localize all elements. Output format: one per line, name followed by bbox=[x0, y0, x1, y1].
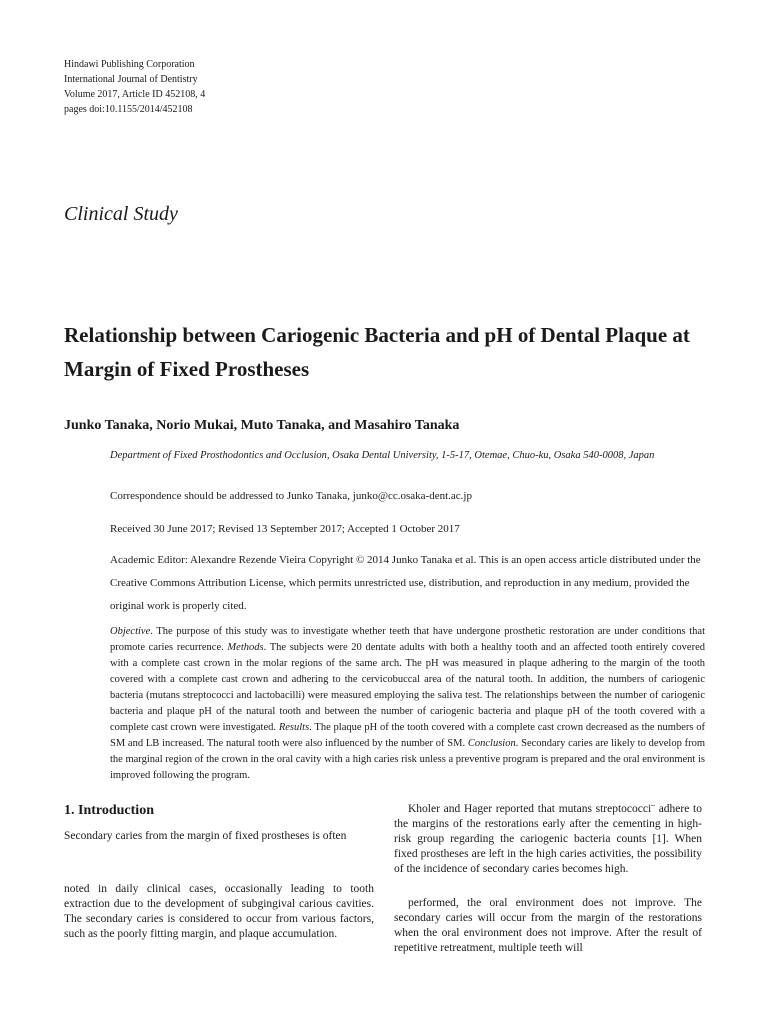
publisher: Hindawi Publishing Corporation bbox=[64, 59, 195, 70]
results-text: . The plaque pH of the tooth covered with a complete cast crown decreased as the numbers of SM and LB increased. The natural tooth were also influenced by the number of SM. bbox=[110, 722, 705, 749]
conclusion-label: Conclusion bbox=[467, 738, 516, 749]
section-heading-introduction: 1. Introduction bbox=[64, 803, 154, 818]
journal-name: International Journal of Dentistry bbox=[64, 74, 198, 85]
author-list: Junko Tanaka, Norio Mukai, Muto Tanaka, and Masahiro Tanaka bbox=[64, 418, 460, 433]
objective-label: Objective bbox=[110, 626, 151, 637]
methods-text: . The subjects were 20 dentate adults with both a healthy tooth and an affected tooth entirely covered with a complete cast crown in the molar regions of the same arch. The pH was measured in plaque adhering to the margin of the tooth covered with a complete cast crown and adhering to the cervicobuccal area of the natural tooth. In addition, the numbers of cariogenic bacteria (mutans streptococci and lactobacilli) were measured employing the saliva test. The relationships between the number of cariogenic bacteria and plaque pH of the natural tooth and between the number of cariogenic bacteria and plaque pH of the tooth covered with a complete cast crown were investigated. bbox=[110, 642, 706, 733]
results-label: Results bbox=[278, 722, 310, 733]
article-type: Clinical Study bbox=[64, 203, 178, 225]
volume-info: Volume 2017, Article ID 452108, 4 bbox=[64, 89, 206, 100]
journal-header bbox=[64, 57, 205, 117]
paper-title: Relationship between Cariogenic Bacteria and pH of Dental Plaque at Margin of Fixed Prostheses bbox=[64, 323, 690, 381]
correspondence: Correspondence should be addressed to Junko Tanaka, junko@cc.osaka-dent.ac.jp bbox=[110, 490, 472, 502]
doi: pages doi:10.1155/2014/452108 bbox=[64, 104, 193, 115]
abstract bbox=[110, 624, 705, 784]
objective-text: . The purpose of this study was to investigate whether teeth that have undergone prosthetic restoration are under conditions that promote caries recurrence. bbox=[110, 626, 705, 653]
methods-label: Methods bbox=[227, 642, 264, 653]
license-statement: Academic Editor: Alexandre Rezende Vieira Copyright © 2014 Junko Tanaka et al. This is an open access article distributed under the Creative Commons Attribution License, which permits unrestricted use, distribution, and reproduction in any medium, provided the original work is properly cited. bbox=[110, 554, 701, 612]
affiliation: Department of Fixed Prosthodontics and Occlusion, Osaka Dental University, 1-5-17, Otemae, Chuo-ku, Osaka 540-0008, Japan bbox=[110, 450, 655, 461]
submission-dates: Received 30 June 2017; Revised 13 September 2017; Accepted 1 October 2017 bbox=[110, 523, 460, 535]
intro-left-paragraph-1: Secondary caries from the margin of fixed prostheses is often bbox=[64, 830, 347, 842]
conclusion-text: . Secondary caries are likely to develop from the marginal region of the crown in the oral cavity with a high caries risk unless a preventive program is prepared and the oral environment is improved following the program. bbox=[110, 738, 706, 781]
intro-right-paragraph-1: Kholer and Hager reported that mutans streptococci¨ adhere to the margins of the restorations early after the cementing in high-risk group regarding the cariogenic bacteria counts [1]. When fixed prostheses are left in the high caries activities, the possibility of the incidence of secondary caries becomes high. bbox=[394, 803, 702, 875]
intro-left-paragraph-2: noted in daily clinical cases, occasionally leading to tooth extraction due to the development of subgingival carious cavities. The secondary caries is considered to occur from various factors, such as the poorly fitting margin, and plaque accumulation. bbox=[64, 883, 374, 940]
intro-right-paragraph-2: performed, the oral environment does not improve. The secondary caries will occur from the margin of the restorations when the oral environment does not improve. After the result of repetitive retreatment, multiple teeth will bbox=[394, 897, 702, 954]
